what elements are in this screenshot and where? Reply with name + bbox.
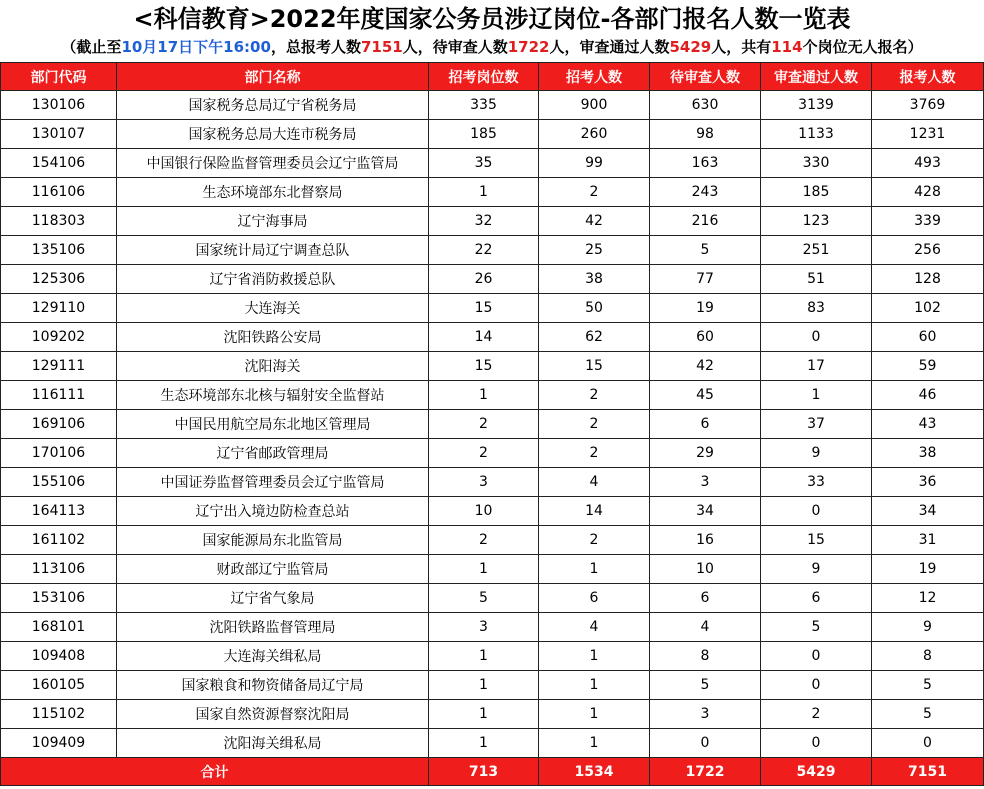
col-header-pending: 待审查人数 bbox=[650, 63, 761, 91]
dept-name-cell: 辽宁省气象局 bbox=[117, 584, 429, 613]
passed-cell: 9 bbox=[761, 555, 872, 584]
applicants-cell: 1231 bbox=[872, 120, 984, 149]
dept-name-cell: 沈阳铁路公安局 bbox=[117, 323, 429, 352]
recruits-cell: 62 bbox=[539, 323, 650, 352]
applicants-cell: 5 bbox=[872, 700, 984, 729]
applicants-cell: 256 bbox=[872, 236, 984, 265]
dept-code-cell: 115102 bbox=[1, 700, 117, 729]
dept-name-cell: 财政部辽宁监管局 bbox=[117, 555, 429, 584]
dept-name-cell: 沈阳铁路监督管理局 bbox=[117, 613, 429, 642]
col-header-positions: 招考岗位数 bbox=[429, 63, 539, 91]
recruits-cell: 2 bbox=[539, 439, 650, 468]
passed-cell: 1 bbox=[761, 381, 872, 410]
applicants-cell: 493 bbox=[872, 149, 984, 178]
applicants-cell: 12 bbox=[872, 584, 984, 613]
table-row bbox=[1, 236, 984, 265]
dept-name-cell: 国家税务总局辽宁省税务局 bbox=[117, 91, 429, 120]
positions-cell: 335 bbox=[429, 91, 539, 120]
pending-cell: 630 bbox=[650, 91, 761, 120]
table-row bbox=[1, 700, 984, 729]
passed-cell: 5 bbox=[761, 613, 872, 642]
recruits-cell: 260 bbox=[539, 120, 650, 149]
applicants-cell: 31 bbox=[872, 526, 984, 555]
recruits-cell: 900 bbox=[539, 91, 650, 120]
passed-cell: 9 bbox=[761, 439, 872, 468]
applicants-cell: 36 bbox=[872, 468, 984, 497]
dept-name-cell: 国家自然资源督察沈阳局 bbox=[117, 700, 429, 729]
dept-name-cell: 辽宁省邮政管理局 bbox=[117, 439, 429, 468]
positions-cell: 10 bbox=[429, 497, 539, 526]
recruits-cell: 2 bbox=[539, 526, 650, 555]
table-body bbox=[1, 91, 984, 758]
passed-cell: 251 bbox=[761, 236, 872, 265]
col-header-dept-name: 部门名称 bbox=[117, 63, 429, 91]
dept-name-cell: 沈阳海关 bbox=[117, 352, 429, 381]
table-row bbox=[1, 410, 984, 439]
dept-code-cell: 154106 bbox=[1, 149, 117, 178]
pending-cell: 45 bbox=[650, 381, 761, 410]
passed-cell: 15 bbox=[761, 526, 872, 555]
passed-cell: 1133 bbox=[761, 120, 872, 149]
dept-name-cell: 中国证券监督管理委员会辽宁监管局 bbox=[117, 468, 429, 497]
passed-highlight: 5429 bbox=[669, 38, 712, 56]
col-header-passed: 审查通过人数 bbox=[761, 63, 872, 91]
dept-code-cell: 164113 bbox=[1, 497, 117, 526]
col-header-dept-code: 部门代码 bbox=[1, 63, 117, 91]
recruits-cell: 2 bbox=[539, 410, 650, 439]
positions-cell: 1 bbox=[429, 642, 539, 671]
recruits-cell: 1 bbox=[539, 700, 650, 729]
empty-positions-highlight: 114 bbox=[771, 38, 803, 56]
pending-cell: 163 bbox=[650, 149, 761, 178]
pending-cell: 19 bbox=[650, 294, 761, 323]
total-passed: 5429 bbox=[761, 758, 872, 786]
positions-cell: 5 bbox=[429, 584, 539, 613]
total-pending: 1722 bbox=[650, 758, 761, 786]
recruits-cell: 6 bbox=[539, 584, 650, 613]
dept-code-cell: 125306 bbox=[1, 265, 117, 294]
subtitle-open: （截止至 bbox=[61, 38, 122, 56]
applicants-cell: 102 bbox=[872, 294, 984, 323]
dept-code-cell: 118303 bbox=[1, 207, 117, 236]
dept-name-cell: 生态环境部东北督察局 bbox=[117, 178, 429, 207]
table-row bbox=[1, 323, 984, 352]
dept-code-cell: 169106 bbox=[1, 410, 117, 439]
positions-cell: 1 bbox=[429, 555, 539, 584]
pending-cell: 16 bbox=[650, 526, 761, 555]
table-row bbox=[1, 178, 984, 207]
positions-cell: 3 bbox=[429, 468, 539, 497]
subtitle-part1: ，总报考人数 bbox=[270, 38, 361, 56]
passed-cell: 2 bbox=[761, 700, 872, 729]
recruits-cell: 1 bbox=[539, 729, 650, 758]
applicants-cell: 8 bbox=[872, 642, 984, 671]
table-row bbox=[1, 555, 984, 584]
dept-code-cell: 113106 bbox=[1, 555, 117, 584]
total-label: 合计 bbox=[1, 758, 429, 786]
pending-cell: 6 bbox=[650, 410, 761, 439]
recruits-cell: 99 bbox=[539, 149, 650, 178]
passed-cell: 6 bbox=[761, 584, 872, 613]
recruits-cell: 2 bbox=[539, 178, 650, 207]
table-row bbox=[1, 381, 984, 410]
dept-code-cell: 168101 bbox=[1, 613, 117, 642]
recruits-cell: 1 bbox=[539, 671, 650, 700]
dept-name-cell: 国家税务总局大连市税务局 bbox=[117, 120, 429, 149]
applicants-cell: 38 bbox=[872, 439, 984, 468]
pending-cell: 60 bbox=[650, 323, 761, 352]
positions-cell: 26 bbox=[429, 265, 539, 294]
positions-cell: 2 bbox=[429, 439, 539, 468]
applicants-cell: 19 bbox=[872, 555, 984, 584]
pending-cell: 29 bbox=[650, 439, 761, 468]
pending-cell: 8 bbox=[650, 642, 761, 671]
table-row bbox=[1, 729, 984, 758]
positions-cell: 1 bbox=[429, 729, 539, 758]
positions-cell: 14 bbox=[429, 323, 539, 352]
positions-cell: 3 bbox=[429, 613, 539, 642]
total-recruits: 1534 bbox=[539, 758, 650, 786]
recruits-cell: 25 bbox=[539, 236, 650, 265]
table-row bbox=[1, 91, 984, 120]
dept-name-cell: 中国民用航空局东北地区管理局 bbox=[117, 410, 429, 439]
pending-cell: 4 bbox=[650, 613, 761, 642]
applicants-cell: 43 bbox=[872, 410, 984, 439]
pending-cell: 5 bbox=[650, 236, 761, 265]
passed-cell: 330 bbox=[761, 149, 872, 178]
dept-name-cell: 辽宁省消防救援总队 bbox=[117, 265, 429, 294]
dept-name-cell: 大连海关缉私局 bbox=[117, 642, 429, 671]
positions-cell: 1 bbox=[429, 381, 539, 410]
applicants-cell: 428 bbox=[872, 178, 984, 207]
dept-code-cell: 109202 bbox=[1, 323, 117, 352]
positions-cell: 35 bbox=[429, 149, 539, 178]
dept-code-cell: 160105 bbox=[1, 671, 117, 700]
col-header-applicants: 报考人数 bbox=[872, 63, 984, 91]
dept-code-cell: 109408 bbox=[1, 642, 117, 671]
applicants-cell: 339 bbox=[872, 207, 984, 236]
passed-cell: 123 bbox=[761, 207, 872, 236]
recruits-cell: 4 bbox=[539, 468, 650, 497]
dept-code-cell: 155106 bbox=[1, 468, 117, 497]
pending-cell: 3 bbox=[650, 700, 761, 729]
applicants-cell: 128 bbox=[872, 265, 984, 294]
subtitle-part4: 人，共有 bbox=[711, 38, 772, 56]
dept-name-cell: 辽宁海事局 bbox=[117, 207, 429, 236]
subtitle-part3: 人，审查通过人数 bbox=[549, 38, 670, 56]
passed-cell: 33 bbox=[761, 468, 872, 497]
pending-cell: 3 bbox=[650, 468, 761, 497]
dept-code-cell: 116106 bbox=[1, 178, 117, 207]
subtitle-part5: 个岗位无人报名） bbox=[802, 38, 923, 56]
pending-cell: 5 bbox=[650, 671, 761, 700]
dept-name-cell: 生态环境部东北核与辐射安全监督站 bbox=[117, 381, 429, 410]
passed-cell: 51 bbox=[761, 265, 872, 294]
passed-cell: 0 bbox=[761, 497, 872, 526]
subtitle-part2: 人，待审查人数 bbox=[402, 38, 508, 56]
recruits-cell: 2 bbox=[539, 381, 650, 410]
registration-table bbox=[0, 62, 984, 786]
pending-cell: 77 bbox=[650, 265, 761, 294]
dept-code-cell: 153106 bbox=[1, 584, 117, 613]
table-header-row bbox=[1, 63, 984, 91]
positions-cell: 32 bbox=[429, 207, 539, 236]
table-row bbox=[1, 149, 984, 178]
positions-cell: 1 bbox=[429, 700, 539, 729]
table-row bbox=[1, 613, 984, 642]
dept-code-cell: 130106 bbox=[1, 91, 117, 120]
dept-name-cell: 大连海关 bbox=[117, 294, 429, 323]
pending-cell: 216 bbox=[650, 207, 761, 236]
positions-cell: 2 bbox=[429, 410, 539, 439]
pending-cell: 243 bbox=[650, 178, 761, 207]
table-row bbox=[1, 671, 984, 700]
recruits-cell: 1 bbox=[539, 642, 650, 671]
passed-cell: 3139 bbox=[761, 91, 872, 120]
table-row bbox=[1, 468, 984, 497]
positions-cell: 1 bbox=[429, 178, 539, 207]
recruits-cell: 50 bbox=[539, 294, 650, 323]
total-row bbox=[1, 758, 984, 786]
table-row bbox=[1, 439, 984, 468]
applicants-cell: 9 bbox=[872, 613, 984, 642]
passed-cell: 185 bbox=[761, 178, 872, 207]
applicants-cell: 5 bbox=[872, 671, 984, 700]
dept-name-cell: 国家粮食和物资储备局辽宁局 bbox=[117, 671, 429, 700]
table-row bbox=[1, 642, 984, 671]
table-row bbox=[1, 584, 984, 613]
dept-code-cell: 129111 bbox=[1, 352, 117, 381]
dept-code-cell: 116111 bbox=[1, 381, 117, 410]
pending-cell: 10 bbox=[650, 555, 761, 584]
deadline-text: 10月17日下午16:00 bbox=[121, 38, 271, 56]
dept-code-cell: 135106 bbox=[1, 236, 117, 265]
table-row bbox=[1, 497, 984, 526]
dept-name-cell: 沈阳海关缉私局 bbox=[117, 729, 429, 758]
passed-cell: 0 bbox=[761, 729, 872, 758]
recruits-cell: 14 bbox=[539, 497, 650, 526]
pending-cell: 6 bbox=[650, 584, 761, 613]
dept-code-cell: 129110 bbox=[1, 294, 117, 323]
pending-cell: 34 bbox=[650, 497, 761, 526]
dept-code-cell: 161102 bbox=[1, 526, 117, 555]
positions-cell: 15 bbox=[429, 352, 539, 381]
table-row bbox=[1, 120, 984, 149]
applicants-cell: 59 bbox=[872, 352, 984, 381]
positions-cell: 15 bbox=[429, 294, 539, 323]
positions-cell: 2 bbox=[429, 526, 539, 555]
applicants-cell: 0 bbox=[872, 729, 984, 758]
applicants-cell: 3769 bbox=[872, 91, 984, 120]
applicants-cell: 46 bbox=[872, 381, 984, 410]
dept-code-cell: 170106 bbox=[1, 439, 117, 468]
dept-code-cell: 130107 bbox=[1, 120, 117, 149]
col-header-recruits: 招考人数 bbox=[539, 63, 650, 91]
dept-name-cell: 国家统计局辽宁调查总队 bbox=[117, 236, 429, 265]
table-row bbox=[1, 352, 984, 381]
dept-code-cell: 109409 bbox=[1, 729, 117, 758]
recruits-cell: 4 bbox=[539, 613, 650, 642]
dept-name-cell: 中国银行保险监督管理委员会辽宁监管局 bbox=[117, 149, 429, 178]
total-applicants: 7151 bbox=[872, 758, 984, 786]
recruits-cell: 38 bbox=[539, 265, 650, 294]
pending-cell: 42 bbox=[650, 352, 761, 381]
passed-cell: 83 bbox=[761, 294, 872, 323]
positions-cell: 22 bbox=[429, 236, 539, 265]
table-row bbox=[1, 526, 984, 555]
positions-cell: 185 bbox=[429, 120, 539, 149]
applicants-cell: 60 bbox=[872, 323, 984, 352]
dept-name-cell: 辽宁出入境边防检查总站 bbox=[117, 497, 429, 526]
recruits-cell: 42 bbox=[539, 207, 650, 236]
recruits-cell: 1 bbox=[539, 555, 650, 584]
total-positions: 713 bbox=[429, 758, 539, 786]
passed-cell: 37 bbox=[761, 410, 872, 439]
passed-cell: 0 bbox=[761, 671, 872, 700]
total-applicants-highlight: 7151 bbox=[360, 38, 403, 56]
applicants-cell: 34 bbox=[872, 497, 984, 526]
page-title: <科信教育>2022年度国家公务员涉辽岗位-各部门报名人数一览表 bbox=[133, 5, 851, 33]
positions-cell: 1 bbox=[429, 671, 539, 700]
passed-cell: 17 bbox=[761, 352, 872, 381]
recruits-cell: 15 bbox=[539, 352, 650, 381]
passed-cell: 0 bbox=[761, 642, 872, 671]
table-row bbox=[1, 294, 984, 323]
pending-cell: 0 bbox=[650, 729, 761, 758]
subtitle bbox=[0, 36, 984, 62]
table-row bbox=[1, 265, 984, 294]
pending-highlight: 1722 bbox=[507, 38, 550, 56]
passed-cell: 0 bbox=[761, 323, 872, 352]
table-row bbox=[1, 207, 984, 236]
pending-cell: 98 bbox=[650, 120, 761, 149]
dept-name-cell: 国家能源局东北监管局 bbox=[117, 526, 429, 555]
